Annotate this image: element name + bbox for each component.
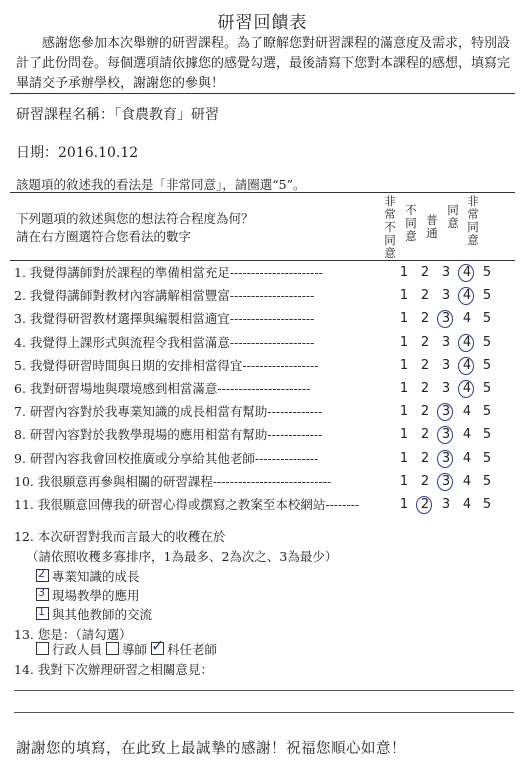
rating-option[interactable]: [417, 472, 433, 492]
rating-option[interactable]: [417, 286, 433, 306]
rating-options: [382, 472, 492, 492]
rating-option[interactable]: [417, 449, 433, 469]
rating-option[interactable]: [438, 402, 454, 422]
rating-option[interactable]: [396, 263, 412, 283]
rating-value: 4: [462, 450, 472, 466]
q12-item: [36, 586, 140, 604]
rating-options: [382, 425, 492, 445]
role-checkbox[interactable]: [106, 642, 119, 655]
rating-option[interactable]: [459, 472, 475, 492]
rating-value: 2: [420, 404, 430, 420]
rating-value: 2: [420, 311, 430, 327]
rating-option[interactable]: [417, 425, 433, 445]
rating-value: 3: [441, 357, 451, 373]
rating-value: 4: [462, 357, 472, 373]
q13-title: 13. 您是：（請勾選）: [14, 627, 132, 642]
selected-circle: [458, 334, 474, 352]
rating-option[interactable]: [417, 263, 433, 283]
answer-line: [14, 712, 514, 713]
rating-option[interactable]: [479, 356, 495, 376]
rating-value: 2: [420, 357, 430, 373]
rating-option[interactable]: [438, 425, 454, 445]
divider: [10, 260, 515, 261]
rating-value: 2: [420, 334, 430, 350]
instruction-note: 該題項的敘述我的看法是「非常同意」，請圈選“5”。: [16, 177, 306, 192]
question-text: 7. 研習內容對於我專業知識的成長相當有幫助-------------: [14, 404, 323, 420]
selected-circle: [458, 287, 474, 305]
rating-value: 1: [399, 450, 409, 466]
rating-value: 3: [441, 404, 451, 420]
scale-header: 非常同意: [467, 194, 479, 247]
rating-value: 4: [462, 311, 472, 327]
rating-options: [382, 286, 492, 306]
rating-value: 3: [441, 450, 451, 466]
question-text: 10. 我很願意再參與相關的研習課程----------------------------: [14, 473, 332, 489]
rating-option[interactable]: [459, 425, 475, 445]
rating-option[interactable]: [396, 379, 412, 399]
rating-option[interactable]: [396, 472, 412, 492]
selected-circle: [437, 450, 453, 468]
rating-value: 4: [462, 288, 472, 304]
q12-item: [36, 567, 140, 585]
rating-option[interactable]: [417, 309, 433, 329]
q14-title: 14. 我對下次辦理研習之相關意見：: [14, 662, 213, 677]
rating-value: 2: [420, 497, 430, 512]
selected-circle: [437, 473, 453, 491]
rating-value: 5: [482, 427, 492, 443]
rating-option[interactable]: [396, 333, 412, 353]
rating-option[interactable]: [396, 449, 412, 469]
question-text: 5. 我覺得研習時間與日期的安排相當得宜------------------: [14, 357, 319, 373]
rank-box[interactable]: [36, 569, 49, 582]
rating-value: 1: [399, 357, 409, 373]
rating-value: 1: [399, 288, 409, 304]
rating-value: 5: [482, 357, 492, 373]
rating-option[interactable]: [479, 425, 495, 445]
rating-option[interactable]: [396, 425, 412, 445]
rating-value: 3: [441, 473, 451, 489]
rating-option[interactable]: [479, 402, 495, 422]
question-header-line: 請在右方圈選符合您看法的數字: [16, 229, 192, 244]
q12-hint: （請依照收穫多寡排序，1為最多、2為次之、3為最少）: [26, 549, 338, 564]
rating-option[interactable]: [438, 263, 454, 283]
rating-value: 5: [482, 450, 492, 466]
divider: [10, 93, 515, 94]
question-text: 1. 我覺得講師對於課程的準備相當充足----------------------: [14, 265, 323, 280]
selected-circle: [458, 264, 474, 282]
rating-value: 1: [399, 381, 409, 396]
q12-item-label: 與其他教師的交流: [52, 607, 153, 622]
question-text: 11. 我很願意回傳我的研習心得或撰寫之教案至本校網站--------: [14, 497, 360, 512]
selected-circle: [416, 496, 432, 514]
rating-options: [382, 309, 492, 329]
rating-value: 5: [482, 288, 492, 304]
rating-option[interactable]: [479, 472, 495, 492]
rating-option[interactable]: [438, 379, 454, 399]
role-option[interactable]: [36, 642, 102, 657]
rating-option[interactable]: [479, 309, 495, 329]
rating-value: 1: [399, 404, 409, 420]
rating-value: 5: [482, 334, 492, 350]
selected-circle: [437, 310, 453, 328]
rating-option[interactable]: [479, 449, 495, 469]
rating-option[interactable]: [438, 449, 454, 469]
rating-value: 3: [441, 265, 451, 280]
rating-value: 5: [482, 311, 492, 327]
question-text: 4. 我覺得上課形式與流程令我相當滿意--------------------: [14, 334, 315, 350]
rating-value: 1: [399, 427, 409, 443]
role-checkbox[interactable]: [151, 636, 165, 655]
rating-value: 2: [420, 288, 430, 304]
rating-value: 1: [399, 334, 409, 350]
selected-circle: [437, 426, 453, 444]
rating-value: 5: [482, 497, 492, 512]
selected-circle: [458, 380, 474, 398]
rank-value: 2: [38, 567, 45, 580]
rank-value: 1: [38, 605, 45, 618]
answer-line: [14, 690, 514, 691]
rating-value: 2: [420, 265, 430, 280]
rating-option[interactable]: [396, 495, 412, 515]
scale-header: 同意: [447, 203, 459, 230]
rating-options: [382, 263, 492, 283]
rating-value: 3: [441, 334, 451, 350]
rank-box[interactable]: [36, 607, 49, 620]
role-option-label: 科任老師: [167, 642, 218, 657]
question-text: 6. 我對研習場地與環境感到相當滿意----------------------: [14, 381, 311, 396]
rating-option[interactable]: [479, 333, 495, 353]
selected-circle: [437, 403, 453, 421]
rating-option[interactable]: [459, 402, 475, 422]
rating-option[interactable]: [459, 379, 475, 399]
intro-paragraph: 感謝您參加本次舉辦的研習課程。為了瞭解您對研習課程的滿意度及需求，特別設計了此份問卷。每個選項請依據您的感覺勾選，最後請寫下您對本課程的感想，填寫完畢請交予承辦學校，謝謝您的參與！: [16, 36, 511, 91]
q13-options: [36, 636, 221, 658]
rating-value: 4: [462, 404, 472, 420]
rating-option[interactable]: [479, 379, 495, 399]
rating-options: [382, 379, 492, 399]
rating-options: [382, 333, 492, 353]
form-title: 研習回饋表: [217, 13, 308, 33]
rating-option[interactable]: [438, 356, 454, 376]
rating-option[interactable]: [417, 356, 433, 376]
q12-title: 12. 本次研習對我而言最大的收穫在於: [14, 529, 226, 544]
date-field: 日期：2016.10.12: [16, 145, 139, 161]
q12-item: [36, 605, 152, 623]
rating-option[interactable]: [438, 286, 454, 306]
rating-value: 1: [399, 311, 409, 327]
role-checkbox[interactable]: [36, 642, 49, 655]
rating-value: 5: [482, 404, 492, 420]
rating-option[interactable]: [459, 286, 475, 306]
rating-option[interactable]: [417, 333, 433, 353]
rating-option[interactable]: [459, 356, 475, 376]
rating-value: 3: [441, 288, 451, 304]
rating-value: 4: [462, 381, 472, 396]
divider: [10, 192, 515, 193]
question-header: [16, 210, 254, 246]
rating-value: 2: [420, 381, 430, 396]
rating-option[interactable]: [479, 495, 495, 515]
rating-value: 4: [462, 334, 472, 350]
rating-option[interactable]: [438, 309, 454, 329]
role-option[interactable]: [106, 642, 147, 657]
scale-header: 非常不同意: [384, 194, 396, 260]
rating-option[interactable]: [396, 286, 412, 306]
rating-value: 5: [482, 381, 492, 396]
scale-header: 不同意: [405, 203, 417, 243]
rating-option[interactable]: [459, 495, 475, 515]
rating-options: [382, 356, 492, 376]
rating-value: 1: [399, 473, 409, 489]
scale-header: 普通: [426, 213, 438, 240]
rating-option[interactable]: [459, 449, 475, 469]
course-name: 研習課程名稱：「食農教育」研習: [16, 107, 219, 123]
q12-item-label: 專業知識的成長: [52, 569, 140, 584]
rating-value: 5: [482, 473, 492, 489]
rank-value: 3: [38, 586, 45, 599]
rating-value: 4: [462, 473, 472, 489]
rating-value: 3: [441, 497, 451, 512]
rating-value: 1: [399, 497, 409, 512]
question-text: 8. 研習內容對於我教學現場的應用相當有幫助-------------: [14, 427, 323, 443]
rating-option[interactable]: [459, 333, 475, 353]
role-option[interactable]: [151, 636, 218, 657]
rating-option[interactable]: [417, 379, 433, 399]
rating-value: 2: [420, 450, 430, 466]
question-text: 2. 我覺得講師對教材內容講解相當豐富--------------------: [14, 288, 315, 304]
question-text: 3. 我覺得研習教材選擇與編製相當適宜--------------------: [14, 311, 315, 327]
rating-value: 3: [441, 381, 451, 396]
role-option-label: 行政人員: [52, 642, 103, 657]
question-text: 9. 研習內容我會回校推廣或分享給其他老師---------------: [14, 450, 319, 466]
rating-option[interactable]: [396, 356, 412, 376]
rating-value: 2: [420, 473, 430, 489]
rating-value: 2: [420, 427, 430, 443]
q12-item-label: 現場教學的應用: [52, 588, 140, 603]
rating-option[interactable]: [459, 263, 475, 283]
rating-options: [382, 402, 492, 422]
selected-circle: [458, 357, 474, 375]
rating-option[interactable]: [417, 402, 433, 422]
rating-value: 3: [441, 427, 451, 443]
rating-value: 4: [462, 497, 472, 512]
rating-options: [382, 449, 492, 469]
rating-option[interactable]: [438, 495, 454, 515]
rating-option[interactable]: [438, 472, 454, 492]
rating-value: 5: [482, 265, 492, 280]
rating-value: 4: [462, 427, 472, 443]
rating-option[interactable]: [479, 263, 495, 283]
rating-option[interactable]: [459, 309, 475, 329]
closing-message: 謝謝您的填寫，在此致上最誠摯的感謝！祝福您順心如意！: [16, 741, 406, 757]
rating-value: 1: [399, 265, 409, 280]
rating-option[interactable]: [396, 402, 412, 422]
rating-option[interactable]: [479, 286, 495, 306]
rating-options: [382, 495, 492, 515]
rating-option[interactable]: [438, 333, 454, 353]
rating-option[interactable]: [417, 495, 433, 515]
rank-box[interactable]: [36, 588, 49, 601]
rating-value: 4: [462, 265, 472, 280]
question-header-line: 下列題項的敘述與您的想法符合程度為何？: [16, 211, 254, 226]
rating-option[interactable]: [396, 309, 412, 329]
role-option-label: 導師: [122, 642, 148, 657]
rating-value: 3: [441, 311, 451, 327]
checkmark-icon: ✓: [151, 636, 165, 655]
